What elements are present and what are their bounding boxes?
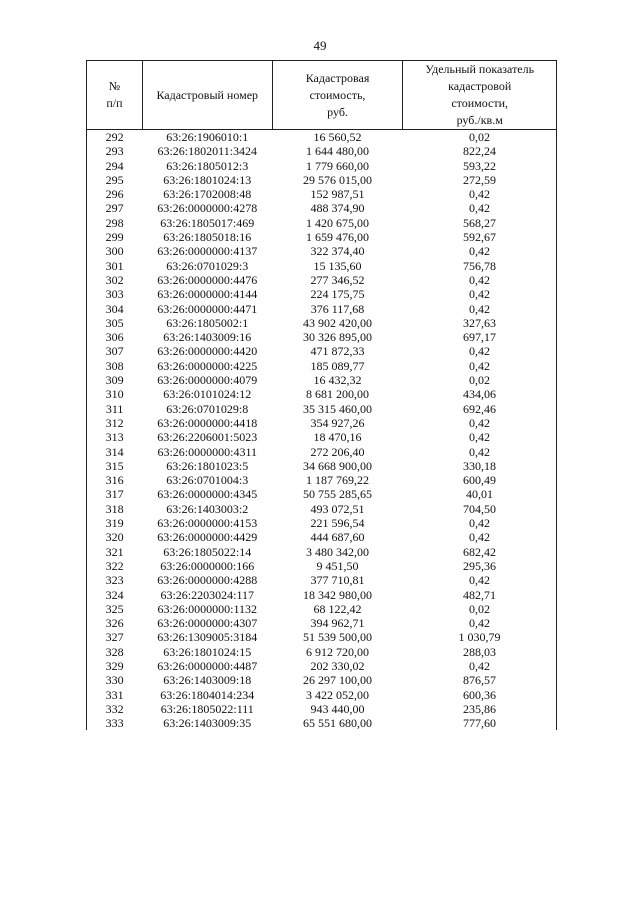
cadastral-number: 63:26:0000000:4487 <box>157 658 258 673</box>
row-number: 294 <box>87 159 143 173</box>
cadastral-value: 1 187 769,22 <box>306 473 370 488</box>
table-row <box>87 230 557 244</box>
cadastral-value: 50 755 285,65 <box>303 487 373 502</box>
cadastral-value: 18 470,16 <box>313 430 362 445</box>
cadastral-number: 63:26:0000000:4225 <box>157 358 258 373</box>
cadastral-value: 943 440,00 <box>310 701 365 716</box>
row-number: 327 <box>87 630 143 644</box>
cadastral-value: 9 451,50 <box>316 558 359 573</box>
cadastral-number: 63:26:2203024:117 <box>160 587 255 602</box>
row-number: 316 <box>87 473 143 487</box>
cadastral-number: 63:26:0000000:4311 <box>157 444 258 459</box>
unit-value: 330,18 <box>403 459 557 473</box>
row-number: 313 <box>87 430 143 444</box>
header-row-number <box>87 61 143 130</box>
table-row <box>87 487 557 501</box>
row-number: 312 <box>87 416 143 430</box>
unit-value: 482,71 <box>403 588 557 602</box>
cadastral-value: 221 596,54 <box>310 516 365 531</box>
table-row <box>87 259 557 273</box>
cadastral-value: 376 117,68 <box>310 301 365 316</box>
row-number: 292 <box>87 130 143 145</box>
unit-value: 682,42 <box>403 545 557 559</box>
row-number: 298 <box>87 216 143 230</box>
cadastral-value: 152 987,51 <box>310 187 365 202</box>
unit-value: 0,42 <box>403 287 557 301</box>
table-row <box>87 616 557 630</box>
unit-value: 593,22 <box>403 159 557 173</box>
header-line: № <box>108 79 121 93</box>
cadastral-value: 6 912 720,00 <box>306 644 370 659</box>
row-number: 315 <box>87 459 143 473</box>
table-row <box>87 716 557 730</box>
cadastral-number: 63:26:0000000:4476 <box>157 272 258 287</box>
cadastral-number: 63:26:0701029:3 <box>166 258 249 273</box>
unit-value: 0,02 <box>403 602 557 616</box>
row-number: 332 <box>87 702 143 716</box>
unit-value: 568,27 <box>403 216 557 230</box>
cadastral-value: 16 432,32 <box>313 373 362 388</box>
unit-value: 600,36 <box>403 688 557 702</box>
cadastral-number: 63:26:0000000:4153 <box>157 516 258 531</box>
cadastral-number: 63:26:1702008:48 <box>163 187 252 202</box>
unit-value: 0,42 <box>403 344 557 358</box>
cadastral-number: 63:26:0000000:4429 <box>157 530 258 545</box>
table-row <box>87 302 557 316</box>
cadastral-value: 1 779 660,00 <box>306 158 370 173</box>
table-row <box>87 445 557 459</box>
table-row <box>87 702 557 716</box>
cadastral-value: 394 962,71 <box>310 616 365 631</box>
cadastral-number: 63:26:1403009:18 <box>163 673 252 688</box>
cadastral-number: 63:26:1802011:3424 <box>157 144 258 159</box>
row-number: 325 <box>87 602 143 616</box>
table-row <box>87 173 557 187</box>
table-row <box>87 201 557 215</box>
cadastral-number: 63:26:0000000:4137 <box>157 244 258 259</box>
cadastral-number: 63:26:0000000:4144 <box>157 287 258 302</box>
cadastral-number: 63:26:1805012:3 <box>166 158 249 173</box>
table-header <box>87 61 557 130</box>
unit-value: 0,42 <box>403 445 557 459</box>
table-row <box>87 645 557 659</box>
cadastral-number: 63:26:1801024:15 <box>163 644 252 659</box>
cadastral-number: 63:26:0101024:12 <box>163 387 252 402</box>
row-number: 302 <box>87 273 143 287</box>
header-line: Кадастровая <box>305 70 370 85</box>
row-number: 314 <box>87 445 143 459</box>
cadastral-value: 29 576 015,00 <box>303 172 373 187</box>
table-row <box>87 159 557 173</box>
header-line: Удельный показатель <box>425 62 535 76</box>
row-number: 317 <box>87 487 143 501</box>
table-row <box>87 688 557 702</box>
cadastral-number: 63:26:0000000:4345 <box>157 487 258 502</box>
cadastral-value: 3 422 052,00 <box>306 687 370 702</box>
header-cadastral-number <box>142 61 272 130</box>
table-row <box>87 244 557 258</box>
table-row <box>87 516 557 530</box>
table-row <box>87 559 557 573</box>
unit-value: 777,60 <box>403 716 557 730</box>
row-number: 330 <box>87 673 143 687</box>
cadastral-value: 185 089,77 <box>310 358 365 373</box>
row-number: 318 <box>87 502 143 516</box>
unit-value: 600,49 <box>403 473 557 487</box>
unit-value: 0,42 <box>403 659 557 673</box>
header-line: руб./кв.м <box>456 113 503 127</box>
table-row <box>87 459 557 473</box>
cadastral-value: 444 687,60 <box>310 530 365 545</box>
unit-value: 0,02 <box>403 130 557 145</box>
table-row <box>87 273 557 287</box>
table-row <box>87 130 557 145</box>
cadastral-number: 63:26:0000000:4418 <box>157 415 258 430</box>
cadastral-value: 488 374,90 <box>310 201 365 216</box>
header-unit-value <box>403 61 557 130</box>
cadastral-number: 63:26:1309005:3184 <box>157 630 258 645</box>
cadastral-number: 63:26:1906010:1 <box>166 130 249 144</box>
cadastral-number: 63:26:0000000:4278 <box>157 201 258 216</box>
row-number: 310 <box>87 387 143 401</box>
cadastral-value: 15 135,60 <box>313 258 362 273</box>
cadastral-number: 63:26:0000000:4079 <box>157 373 258 388</box>
table-row <box>87 287 557 301</box>
table-row <box>87 359 557 373</box>
cadastral-value: 8 681 200,00 <box>306 387 370 402</box>
cadastral-value: 202 330,02 <box>310 658 365 673</box>
cadastral-value: 35 315 460,00 <box>303 401 373 416</box>
table-row <box>87 402 557 416</box>
cadastral-value: 224 175,75 <box>310 287 365 302</box>
cadastral-number: 63:26:1801023:5 <box>166 458 249 473</box>
cadastral-number: 63:26:0000000:4420 <box>157 344 258 359</box>
unit-value: 0,42 <box>403 359 557 373</box>
cadastral-number: 63:26:1805017:469 <box>160 215 255 230</box>
table-row <box>87 144 557 158</box>
cadastral-number: 63:26:1805002:1 <box>166 315 249 330</box>
unit-value: 697,17 <box>403 330 557 344</box>
header-line: руб. <box>327 104 348 119</box>
table-row <box>87 344 557 358</box>
row-number: 326 <box>87 616 143 630</box>
table-row <box>87 573 557 587</box>
cadastral-number: 63:26:1403009:16 <box>163 330 252 345</box>
table-row <box>87 530 557 544</box>
cadastral-value: 1 420 675,00 <box>306 215 370 230</box>
unit-value: 876,57 <box>403 673 557 687</box>
unit-value: 756,78 <box>403 259 557 273</box>
table-row <box>87 373 557 387</box>
header-line: стоимость, <box>309 87 366 102</box>
cadastral-value: 51 539 500,00 <box>303 630 373 645</box>
header-row <box>87 61 557 130</box>
row-number: 301 <box>87 259 143 273</box>
header-line: п/п <box>106 96 123 110</box>
unit-value: 704,50 <box>403 502 557 516</box>
table-row <box>87 187 557 201</box>
table-row <box>87 216 557 230</box>
page-number: 49 <box>313 38 327 53</box>
row-number: 306 <box>87 330 143 344</box>
unit-value: 0,42 <box>403 273 557 287</box>
cadastral-value-table <box>86 60 557 730</box>
unit-value: 692,46 <box>403 402 557 416</box>
cadastral-number: 63:26:0000000:1132 <box>157 601 258 616</box>
unit-value: 0,42 <box>403 616 557 630</box>
table-row <box>87 416 557 430</box>
cadastral-number: 63:26:1801024:13 <box>163 172 252 187</box>
row-number: 331 <box>87 688 143 702</box>
cadastral-value: 30 326 895,00 <box>303 330 373 345</box>
cadastral-number: 63:26:0000000:4288 <box>157 573 258 588</box>
unit-value: 0,42 <box>403 302 557 316</box>
unit-value: 0,42 <box>403 430 557 444</box>
cadastral-number: 63:26:1804014:234 <box>160 687 255 702</box>
unit-value: 1 030,79 <box>403 630 557 644</box>
row-number: 323 <box>87 573 143 587</box>
cadastral-value: 354 927,26 <box>310 415 365 430</box>
header-line: кадастровой <box>448 79 512 93</box>
row-number: 311 <box>87 402 143 416</box>
unit-value: 295,36 <box>403 559 557 573</box>
cadastral-number: 63:26:1805022:111 <box>160 701 254 716</box>
cadastral-number: 63:26:1403003:2 <box>166 501 249 516</box>
row-number: 321 <box>87 545 143 559</box>
cadastral-value: 471 872,33 <box>310 344 365 359</box>
unit-value: 288,03 <box>403 645 557 659</box>
unit-value: 272,59 <box>403 173 557 187</box>
cadastral-value: 377 710,81 <box>310 573 365 588</box>
row-number: 308 <box>87 359 143 373</box>
table-row <box>87 330 557 344</box>
row-number: 322 <box>87 559 143 573</box>
cadastral-value: 493 072,51 <box>310 501 365 516</box>
cadastral-value: 277 346,52 <box>310 272 365 287</box>
table-row <box>87 659 557 673</box>
header-line: стоимости, <box>451 96 509 110</box>
row-number: 329 <box>87 659 143 673</box>
unit-value: 0,42 <box>403 416 557 430</box>
cadastral-value: 16 560,52 <box>313 130 362 144</box>
unit-value: 0,42 <box>403 201 557 215</box>
table-row <box>87 673 557 687</box>
table-row <box>87 316 557 330</box>
row-number: 309 <box>87 373 143 387</box>
unit-value: 0,02 <box>403 373 557 387</box>
row-number: 303 <box>87 287 143 301</box>
unit-value: 592,67 <box>403 230 557 244</box>
row-number: 320 <box>87 530 143 544</box>
cadastral-number: 63:26:0000000:4471 <box>157 301 258 316</box>
table-row <box>87 387 557 401</box>
header-line: Кадастровый номер <box>156 87 259 102</box>
cadastral-number: 63:26:1403009:35 <box>163 716 252 731</box>
cadastral-number: 63:26:0000000:4307 <box>157 616 258 631</box>
row-number: 304 <box>87 302 143 316</box>
cadastral-value: 18 342 980,00 <box>303 587 373 602</box>
row-number: 328 <box>87 645 143 659</box>
cadastral-number: 63:26:0000000:166 <box>160 558 255 573</box>
row-number: 307 <box>87 344 143 358</box>
cadastral-value: 68 122,42 <box>313 601 362 616</box>
row-number: 319 <box>87 516 143 530</box>
cadastral-value: 1 644 480,00 <box>306 144 370 159</box>
unit-value: 0,42 <box>403 187 557 201</box>
row-number: 293 <box>87 144 143 158</box>
row-number: 305 <box>87 316 143 330</box>
cadastral-number: 63:26:0701029:8 <box>166 401 249 416</box>
row-number: 299 <box>87 230 143 244</box>
row-number: 297 <box>87 201 143 215</box>
row-number: 333 <box>87 716 143 730</box>
cadastral-number: 63:26:2206001:5023 <box>157 430 258 445</box>
unit-value: 40,01 <box>403 487 557 501</box>
table-row <box>87 473 557 487</box>
header-cadastral-value <box>272 61 403 130</box>
unit-value: 0,42 <box>403 530 557 544</box>
table-row <box>87 588 557 602</box>
unit-value: 0,42 <box>403 244 557 258</box>
unit-value: 327,63 <box>403 316 557 330</box>
unit-value: 434,06 <box>403 387 557 401</box>
row-number: 295 <box>87 173 143 187</box>
cadastral-value: 65 551 680,00 <box>303 716 373 731</box>
cadastral-value: 34 668 900,00 <box>303 458 373 473</box>
cadastral-number: 63:26:1805018:16 <box>163 230 252 245</box>
table-row <box>87 630 557 644</box>
cadastral-value: 272 206,40 <box>310 444 365 459</box>
row-number: 324 <box>87 588 143 602</box>
cadastral-number: 63:26:0701004:3 <box>166 473 249 488</box>
cadastral-value: 3 480 342,00 <box>306 544 370 559</box>
row-number: 296 <box>87 187 143 201</box>
unit-value: 822,24 <box>403 144 557 158</box>
table-row <box>87 502 557 516</box>
cadastral-value: 322 374,40 <box>310 244 365 259</box>
unit-value: 0,42 <box>403 573 557 587</box>
table-row <box>87 430 557 444</box>
cadastral-number: 63:26:1805022:14 <box>163 544 252 559</box>
table-row <box>87 602 557 616</box>
table-body <box>87 130 557 731</box>
row-number: 300 <box>87 244 143 258</box>
cadastral-value: 1 659 476,00 <box>306 230 370 245</box>
table-row <box>87 545 557 559</box>
unit-value: 235,86 <box>403 702 557 716</box>
unit-value: 0,42 <box>403 516 557 530</box>
cadastral-value: 26 297 100,00 <box>303 673 373 688</box>
cadastral-value: 43 902 420,00 <box>303 315 373 330</box>
